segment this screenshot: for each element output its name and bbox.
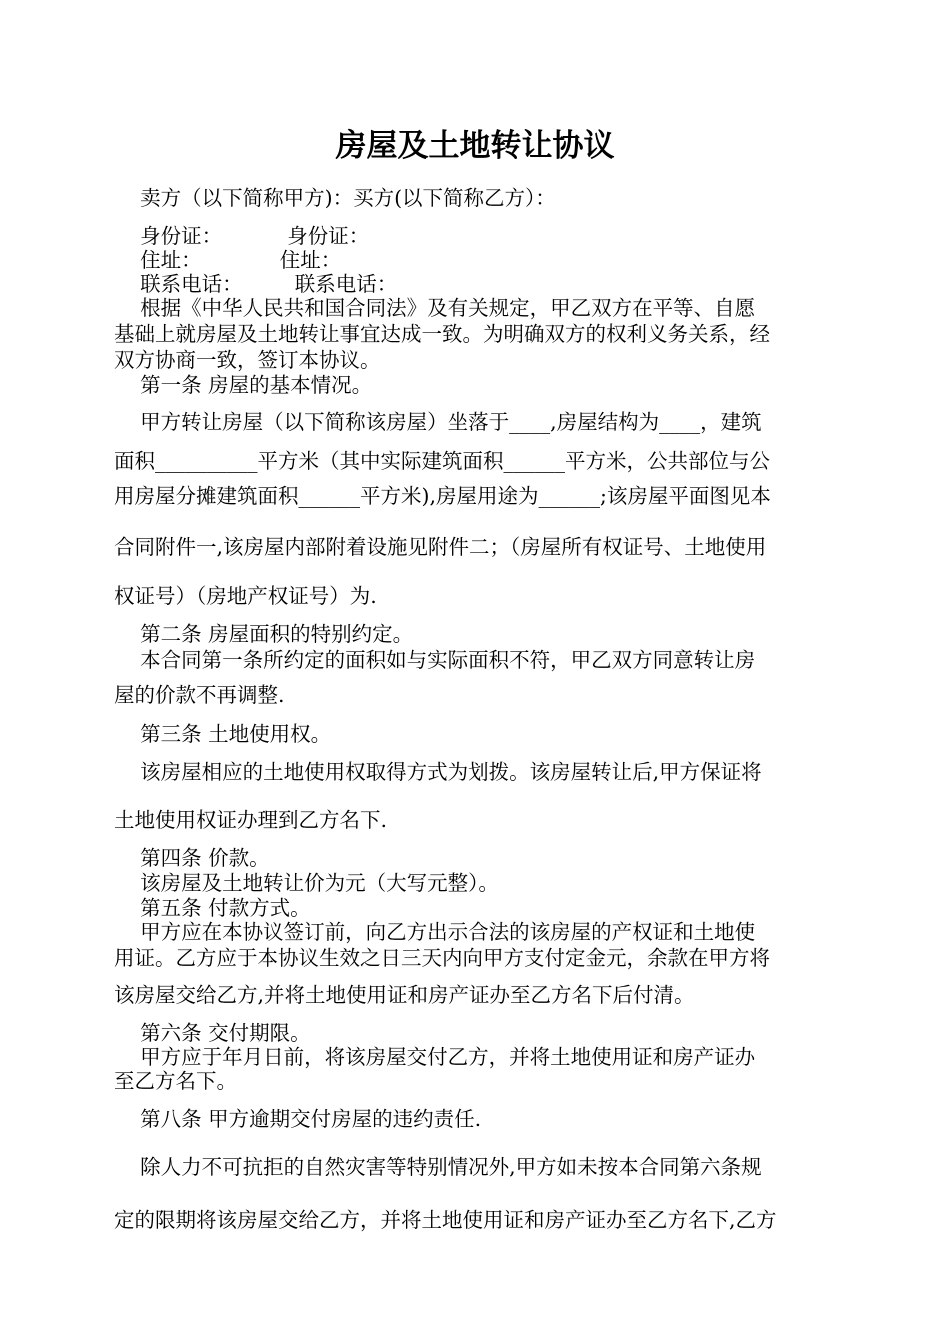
article-body-line: 除人力不可抗拒的自然灾害等特别情况外,甲方如未按本合同第六条规 bbox=[114, 1155, 762, 1179]
preamble-line: 基础上就房屋及土地转让事宜达成一致。为明确双方的权利义务关系，经 bbox=[114, 322, 770, 346]
id-card-line: 身份证： 身份证： bbox=[114, 224, 370, 248]
article-body-line: 合同附件一,该房屋内部附着设施见附件二；（房屋所有权证号、土地使用 bbox=[114, 535, 767, 559]
article-body-line: 该房屋及土地转让价为元（大写元整）。 bbox=[114, 871, 499, 895]
preamble-line: 双方协商一致，签订本协议。 bbox=[114, 348, 381, 372]
article-heading: 第八条 甲方逾期交付房屋的违约责任. bbox=[114, 1107, 482, 1131]
article-body-line: 至乙方名下。 bbox=[114, 1069, 237, 1093]
article-body-line: 该房屋相应的土地使用权取得方式为划拨。该房屋转让后,甲方保证将 bbox=[114, 760, 762, 784]
article-heading: 第三条 土地使用权。 bbox=[114, 722, 332, 746]
article-body-line: 定的限期将该房屋交给乙方，并将土地使用证和房产证办至乙方名下,乙方 bbox=[114, 1208, 777, 1232]
article-body-line: 权证号）（房地产权证号）为. bbox=[114, 584, 377, 608]
document-title: 房屋及土地转让协议 bbox=[335, 128, 615, 164]
article-body-line: 甲方转让房屋（以下简称该房屋）坐落于____,房屋结构为____，建筑 bbox=[114, 410, 762, 434]
article-heading: 第五条 付款方式。 bbox=[114, 896, 311, 920]
article-body-line: 屋的价款不再调整. bbox=[114, 683, 285, 707]
article-body-line: 土地使用权证办理到乙方名下. bbox=[114, 808, 388, 832]
article-heading: 第四条 价款。 bbox=[114, 846, 270, 870]
article-body-line: 用证。乙方应于本协议生效之日三天内向甲方支付定金元，余款在甲方将 bbox=[114, 946, 770, 970]
article-body-line: 用房屋分摊建筑面积______平方米),房屋用途为______;该房屋平面图见本 bbox=[114, 484, 771, 508]
address-line: 住址： 住址： bbox=[114, 248, 342, 272]
article-body-line: 甲方应于年月日前，将该房屋交付乙方，并将土地使用证和房产证办 bbox=[114, 1045, 756, 1069]
article-body-line: 该房屋交给乙方,并将土地使用证和房产证办至乙方名下后付清。 bbox=[114, 983, 695, 1007]
article-heading: 第一条 房屋的基本情况。 bbox=[114, 373, 373, 397]
phone-line: 联系电话： 联系电话： bbox=[114, 272, 398, 296]
article-heading: 第二条 房屋面积的特别约定。 bbox=[114, 622, 414, 646]
party-line: 卖方（以下简称甲方)：买方(以下简称乙方）： bbox=[114, 186, 556, 210]
article-heading: 第六条 交付期限。 bbox=[114, 1021, 311, 1045]
preamble-line: 根据《中华人民共和国合同法》及有关规定，甲乙双方在平等、自愿 bbox=[114, 296, 756, 320]
article-body-line: 面积__________平方米（其中实际建筑面积______平方米，公共部位与公 bbox=[114, 449, 770, 473]
article-body-line: 甲方应在本协议签订前，向乙方出示合法的该房屋的产权证和土地使 bbox=[114, 920, 756, 944]
article-body-line: 本合同第一条所约定的面积如与实际面积不符，甲乙双方同意转让房 bbox=[114, 648, 756, 672]
